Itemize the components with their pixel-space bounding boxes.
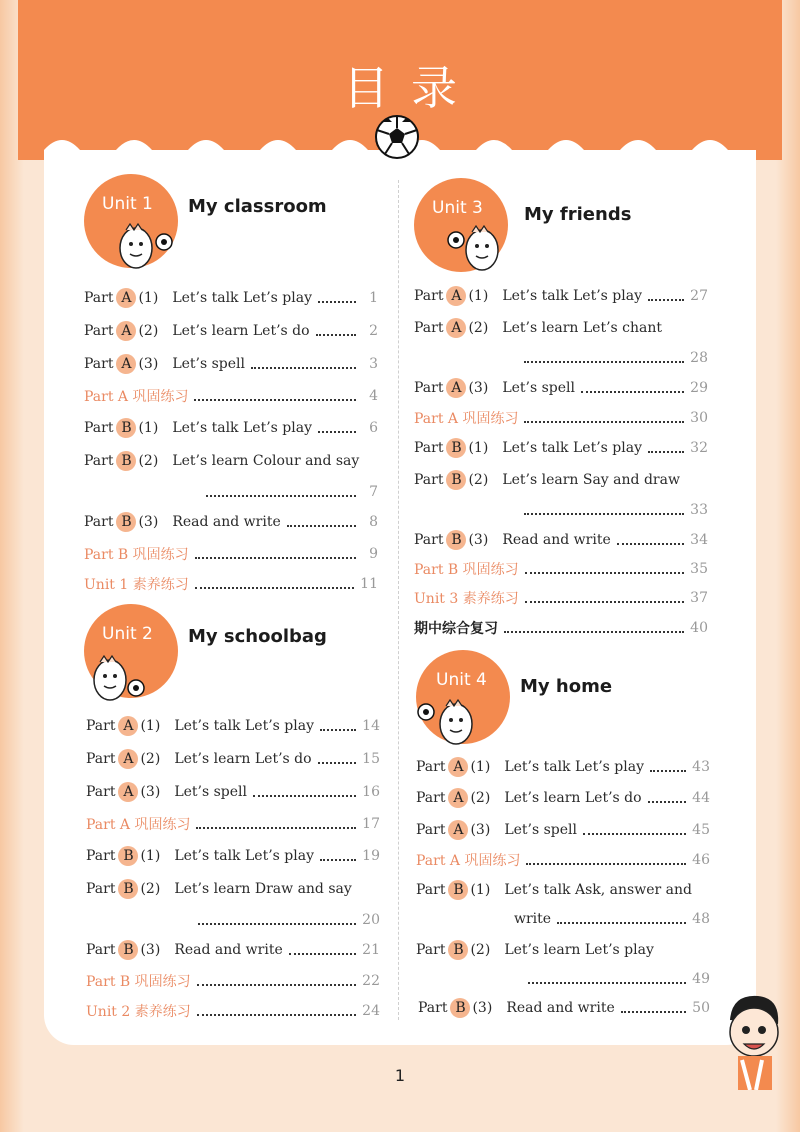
toc-entry[interactable]: Part B (2) Let’s learn Colour and say xyxy=(84,453,360,469)
page-number: 3 xyxy=(369,356,378,372)
leader-dots xyxy=(525,601,684,603)
toc-entry[interactable]: Part A (3) Let’s spell 16 xyxy=(86,784,380,800)
part-letter-badge: A xyxy=(116,321,136,341)
part-letter-badge: B xyxy=(116,512,136,532)
leader-dots xyxy=(648,451,684,453)
page-number: 1 xyxy=(369,290,378,306)
toc-entry-practice[interactable]: Part A 巩固练习 46 xyxy=(416,852,710,869)
page-number: 50 xyxy=(692,1000,710,1016)
unit-title: My friends xyxy=(524,204,632,225)
part-letter-badge: B xyxy=(446,438,466,458)
page-number: 22 xyxy=(362,973,380,989)
leader-dots xyxy=(198,923,356,925)
leader-dots xyxy=(251,367,356,369)
part-letter-badge: A xyxy=(446,286,466,306)
part-letter-badge: A xyxy=(116,288,136,308)
leader-dots xyxy=(524,361,684,363)
page-number: 32 xyxy=(690,440,708,456)
toc-entry[interactable]: Part A (3) Let’s spell 3 xyxy=(84,356,378,372)
toc-entry-practice[interactable]: Part B 巩固练习 22 xyxy=(86,973,380,990)
part-letter-badge: B xyxy=(448,880,468,900)
toc-entry[interactable]: Part A (1) Let’s talk Let’s play 14 xyxy=(86,718,380,734)
leader-dots xyxy=(197,984,357,986)
toc-entry[interactable]: Part B (3) Read and write 34 xyxy=(414,532,708,548)
unit-badge-label: Unit 3 xyxy=(432,198,483,218)
leader-dots xyxy=(206,495,356,497)
leader-dots xyxy=(318,762,357,764)
part-letter-badge: B xyxy=(446,530,466,550)
page-number: 30 xyxy=(690,410,708,426)
part-letter-badge: A xyxy=(118,716,138,736)
part-letter-badge: A xyxy=(448,788,468,808)
part-letter-badge: B xyxy=(118,846,138,866)
page-number: 11 xyxy=(360,576,378,592)
page-number: 20 xyxy=(362,912,380,928)
toc-entry-continuation[interactable] xyxy=(518,346,708,370)
toc-entry[interactable]: Part B (2) Let’s learn Say and draw xyxy=(414,472,680,488)
page-number: 27 xyxy=(690,288,708,304)
page-number: 4 xyxy=(369,388,378,404)
part-letter-badge: A xyxy=(448,757,468,777)
page-number: 21 xyxy=(362,942,380,958)
toc-entry[interactable]: Part B (1) Let’s talk Let’s play 19 xyxy=(86,848,380,864)
leader-dots xyxy=(196,827,356,829)
toc-entry[interactable]: Part A (3) Let’s spell 45 xyxy=(416,822,710,838)
leader-dots xyxy=(320,859,356,861)
page-number: 28 xyxy=(690,350,708,366)
page-number: 46 xyxy=(692,852,710,868)
toc-entry[interactable]: Part A (2) Let’s learn Let’s chant xyxy=(414,320,663,336)
part-letter-badge: B xyxy=(116,451,136,471)
part-letter-badge: B xyxy=(118,879,138,899)
page-number: 37 xyxy=(690,590,708,606)
toc-entry-practice[interactable]: Unit 1 素养练习 11 xyxy=(84,576,378,593)
part-letter-badge: A xyxy=(118,782,138,802)
toc-entry[interactable]: Part B (3) Read and write 8 xyxy=(84,514,378,530)
toc-entry-continuation[interactable] xyxy=(200,480,378,504)
toc-entry[interactable]: Part A (2) Let’s learn Let’s do 44 xyxy=(416,790,710,806)
page-number: 29 xyxy=(690,380,708,396)
toc-entry-practice[interactable]: Part A 巩固练习 17 xyxy=(86,816,380,833)
page-number: 44 xyxy=(692,790,710,806)
toc-entry[interactable]: Part B (1) Let’s talk Ask, answer and xyxy=(416,882,692,898)
toc-entry-practice[interactable]: Part B 巩固练习 35 xyxy=(414,561,708,578)
toc-entry[interactable]: Part A (2) Let’s learn Let’s do 15 xyxy=(86,751,380,767)
page-number: 2 xyxy=(369,323,378,339)
leader-dots xyxy=(524,421,684,423)
part-letter-badge: B xyxy=(450,998,470,1018)
toc-entry-practice[interactable]: Part B 巩固练习 9 xyxy=(84,546,378,563)
leader-dots xyxy=(194,399,356,401)
soccer-ball-icon xyxy=(374,114,420,160)
unit-3-header xyxy=(414,178,714,288)
dinosaur-mascot-icon xyxy=(416,696,476,750)
unit-badge-label: Unit 1 xyxy=(102,194,153,214)
leader-dots xyxy=(524,513,684,515)
unit-4-header xyxy=(416,650,716,760)
page-number: 8 xyxy=(369,514,378,530)
page-number: 48 xyxy=(692,911,710,927)
toc-entry[interactable]: Part A (3) Let’s spell 29 xyxy=(414,380,708,396)
leader-dots xyxy=(617,543,684,545)
toc-entry[interactable]: Part A (2) Let’s learn Let’s do 2 xyxy=(84,323,378,339)
toc-entry-continuation[interactable] xyxy=(518,498,708,522)
page-number: 45 xyxy=(692,822,710,838)
page-number: 40 xyxy=(690,620,708,636)
page-number: 35 xyxy=(690,561,708,577)
leader-dots xyxy=(320,729,356,731)
leader-dots xyxy=(253,795,356,797)
page-number: 16 xyxy=(362,784,380,800)
toc-entry[interactable]: Part B (3) Read and write 21 xyxy=(86,942,380,958)
toc-entry[interactable]: Part A (1) Let’s talk Let’s play 27 xyxy=(414,288,708,304)
part-letter-badge: B xyxy=(446,470,466,490)
page-number: 24 xyxy=(362,1003,380,1019)
toc-entry[interactable]: Part A (1) Let’s talk Let’s play 43 xyxy=(416,759,710,775)
part-letter-badge: A xyxy=(448,820,468,840)
unit-title: My schoolbag xyxy=(188,626,327,647)
leader-dots xyxy=(557,922,686,924)
toc-entry-practice[interactable]: Unit 2 素养练习 24 xyxy=(86,1003,380,1020)
leader-dots xyxy=(648,299,684,301)
toc-entry[interactable]: Part A (1) Let’s talk Let’s play 1 xyxy=(84,290,378,306)
part-letter-badge: A xyxy=(116,354,136,374)
toc-entry-practice[interactable]: Part A 巩固练习 4 xyxy=(84,388,378,405)
leader-dots xyxy=(526,863,686,865)
unit-badge-label: Unit 2 xyxy=(102,624,153,644)
unit-title: My home xyxy=(520,676,613,697)
leader-dots xyxy=(583,833,686,835)
leader-dots xyxy=(289,953,356,955)
leader-dots xyxy=(528,982,686,984)
toc-entry-practice[interactable]: Part A 巩固练习 30 xyxy=(414,410,708,427)
column-divider xyxy=(398,180,399,1020)
page-number: 9 xyxy=(369,546,378,562)
toc-entry-continuation[interactable] xyxy=(192,908,380,932)
leader-dots xyxy=(318,301,356,303)
part-letter-badge: A xyxy=(118,749,138,769)
toc-entry[interactable]: Part B (2) Let’s learn Draw and say xyxy=(86,881,352,897)
dinosaur-mascot-icon xyxy=(444,222,504,276)
page-number: 7 xyxy=(369,484,378,500)
leader-dots xyxy=(650,770,686,772)
page-number-footer: 1 xyxy=(394,1066,406,1085)
page-number: 34 xyxy=(690,532,708,548)
toc-entry-practice[interactable]: Unit 3 素养练习 37 xyxy=(414,590,708,607)
part-letter-badge: B xyxy=(448,940,468,960)
toc-entry-continuation[interactable] xyxy=(522,967,710,991)
page-number: 15 xyxy=(362,751,380,767)
toc-entry[interactable]: Part B (1) Let’s talk Let’s play 6 xyxy=(84,420,378,436)
leader-dots xyxy=(287,525,356,527)
leader-dots xyxy=(648,801,687,803)
leader-dots xyxy=(621,1011,686,1013)
part-letter-badge: A xyxy=(446,318,466,338)
unit-1-header xyxy=(84,174,384,284)
part-letter-badge: B xyxy=(116,418,136,438)
leader-dots xyxy=(197,1014,356,1016)
leader-dots xyxy=(195,587,354,589)
leader-dots xyxy=(525,572,685,574)
page-number: 49 xyxy=(692,971,710,987)
toc-entry-continuation[interactable]: write 48 xyxy=(514,911,710,927)
page-title: 目录 xyxy=(343,61,479,115)
page-number: 14 xyxy=(362,718,380,734)
unit-title: My classroom xyxy=(188,196,327,217)
boy-mascot-icon xyxy=(722,990,782,1090)
leader-dots xyxy=(581,391,684,393)
leader-dots xyxy=(504,631,684,633)
page-number: 6 xyxy=(369,420,378,436)
page-number: 17 xyxy=(362,816,380,832)
page-number: 43 xyxy=(692,759,710,775)
page-number: 19 xyxy=(362,848,380,864)
page-number: 33 xyxy=(690,502,708,518)
leader-dots xyxy=(195,557,356,559)
leader-dots xyxy=(318,431,356,433)
toc-entry[interactable]: Part B (3) Read and write 50 xyxy=(418,1000,710,1016)
unit-2-header xyxy=(84,604,384,714)
part-letter-badge: B xyxy=(118,940,138,960)
dinosaur-mascot-icon xyxy=(114,222,174,276)
toc-entry[interactable]: Part B (1) Let’s talk Let’s play 32 xyxy=(414,440,708,456)
leader-dots xyxy=(316,334,356,336)
toc-entry[interactable]: Part B (2) Let’s learn Let’s play xyxy=(416,942,654,958)
unit-badge-label: Unit 4 xyxy=(436,670,487,690)
part-letter-badge: A xyxy=(446,378,466,398)
toc-entry-midterm-review[interactable]: 期中综合复习 40 xyxy=(414,620,708,637)
dinosaur-mascot-icon xyxy=(88,652,148,706)
